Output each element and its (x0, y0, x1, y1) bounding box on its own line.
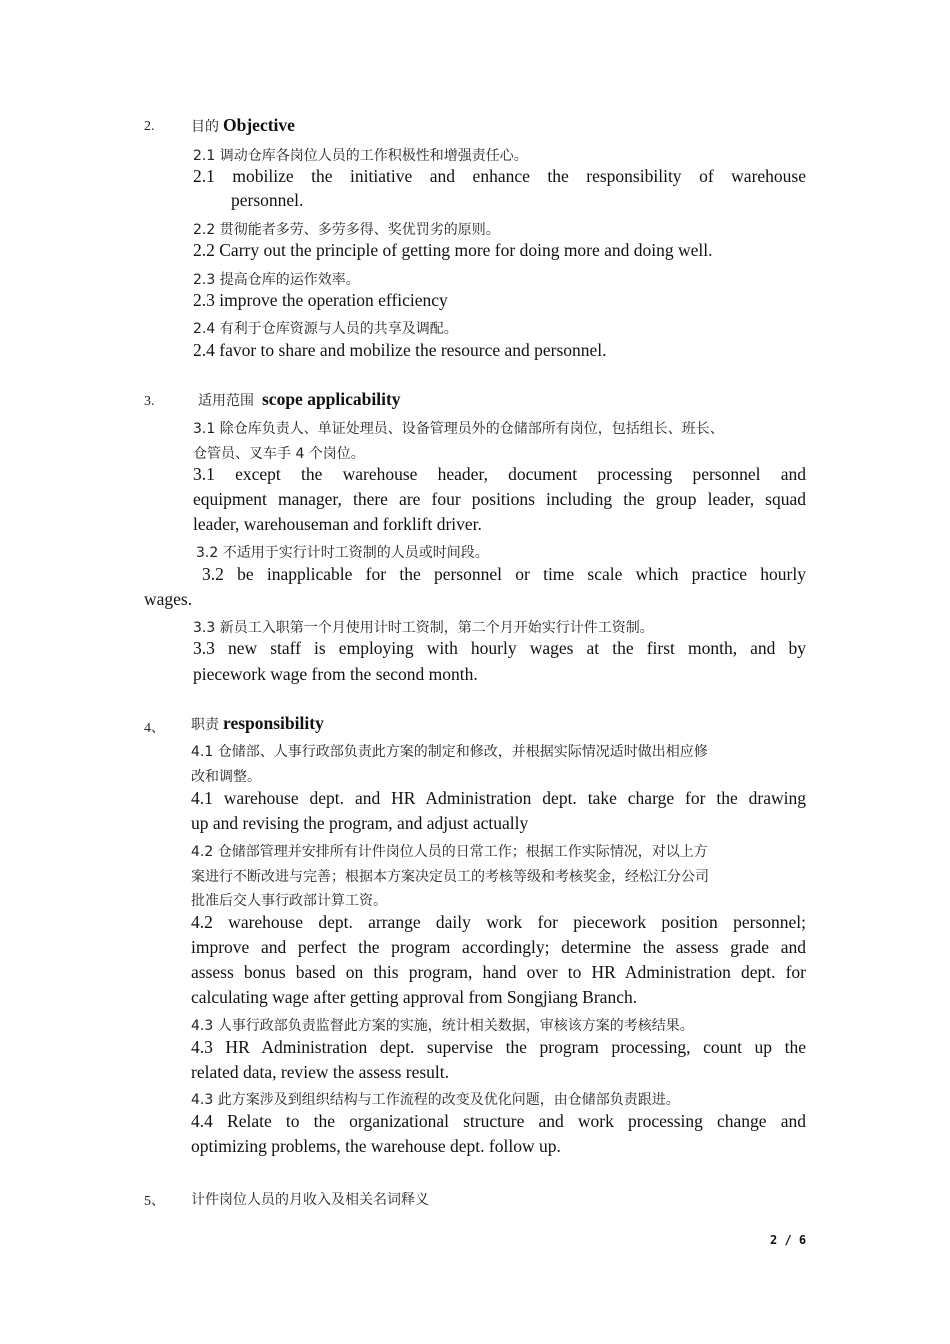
para-2-2-en: 2.2 Carry out the principle of getting more for doing more and doing well. (193, 240, 713, 260)
para-4-4-en-line2: optimizing problems, the warehouse dept. follow up. (191, 1136, 561, 1156)
section-3-cn-title: 适用范围 (198, 393, 254, 409)
section-4-cn-title: 职责 (191, 717, 219, 733)
section-5-number: 5、 (144, 1194, 165, 1209)
para-2-2-cn: 2.2 贯彻能者多劳、多劳多得、奖优罚劣的原则。 (193, 222, 500, 238)
para-3-1-cn-line2: 仓管员、叉车手 4 个岗位。 (193, 446, 365, 462)
section-2-en-title: Objective (223, 115, 295, 135)
section-2-number: 2. (144, 119, 155, 134)
para-4-3-cn: 4.3 人事行政部负责监督此方案的实施，统计相关数据，审核该方案的考核结果。 (191, 1018, 694, 1034)
para-4-1-en-line1: 4.1 warehouse dept. and HR Administration dept. take charge for the drawing (191, 788, 806, 808)
para-3-3-en-line1: 3.3 new staff is employing with hourly wages at the first month, and by (193, 638, 806, 658)
page-number: 2 / 6 (770, 1233, 807, 1247)
para-4-2-en-line4: calculating wage after getting approval from Songjiang Branch. (191, 987, 638, 1007)
para-4-4-cn: 4.3 此方案涉及到组织结构与工作流程的改变及优化问题，由仓储部负责跟进。 (191, 1092, 680, 1108)
section-3-heading (198, 389, 401, 410)
para-2-1-en-line1: 2.1 mobilize the initiative and enhance the responsibility of warehouse (193, 166, 806, 186)
para-3-1-cn-line1: 3.1 除仓库负责人、单证处理员、设备管理员外的仓储部所有岗位，包括组长、班长、 (193, 421, 724, 437)
para-2-3-en: 2.3 improve the operation efficiency (193, 290, 448, 310)
section-4-heading (191, 713, 324, 734)
para-3-2-cn: 3.2 不适用于实行计时工资制的人员或时间段。 (196, 545, 489, 561)
para-3-2-en-line2: wages. (144, 589, 193, 609)
para-4-2-en-line1: 4.2 warehouse dept. arrange daily work for piecework position personnel; (191, 912, 806, 932)
para-3-1-en-line3: leader, warehouseman and forklift driver. (193, 514, 482, 534)
para-4-2-cn-line2: 案进行不断改进与完善；根据本方案决定员工的考核等级和考核奖金，经松江分公司 (191, 869, 709, 885)
para-4-1-en-line2: up and revising the program, and adjust actually (191, 813, 529, 833)
para-3-2-en-line1: 3.2 be inapplicable for the personnel or time scale which practice hourly (202, 564, 806, 584)
section-5-cn-title: 计件岗位人员的月收入及相关名词释义 (191, 1192, 429, 1208)
para-4-1-cn-line2: 改和调整。 (191, 769, 261, 785)
para-2-1-cn: 2.1 调动仓库各岗位人员的工作积极性和增强责任心。 (193, 148, 528, 164)
para-4-4-en-line1: 4.4 Relate to the organizational structure and work processing change and (191, 1111, 806, 1131)
para-4-3-en-line1: 4.3 HR Administration dept. supervise the program processing, count up the (191, 1037, 806, 1057)
para-4-1-cn-line1: 4.1 仓储部、人事行政部负责此方案的制定和修改，并根据实际情况适时做出相应修 (191, 744, 708, 760)
para-2-4-cn: 2.4 有利于仓库资源与人员的共享及调配。 (193, 321, 458, 337)
para-2-1-en-line2: personnel. (231, 190, 304, 210)
section-2-heading (191, 115, 295, 136)
section-4-en-title: responsibility (223, 713, 324, 733)
para-4-2-cn-line1: 4.2 仓储部管理并安排所有计件岗位人员的日常工作；根据工作实际情况，对以上方 (191, 844, 708, 860)
para-3-3-cn: 3.3 新员工入职第一个月使用计时工资制，第二个月开始实行计件工资制。 (193, 620, 654, 636)
para-3-1-en-line1: 3.1 except the warehouse header, document processing personnel and (193, 464, 806, 484)
para-2-4-en: 2.4 favor to share and mobilize the resource and personnel. (193, 340, 607, 360)
section-4-number: 4、 (144, 721, 165, 736)
section-2-cn-title: 目的 (191, 119, 219, 135)
para-3-1-en-line2: equipment manager, there are four positions including the group leader, squad (193, 489, 806, 509)
section-3-number: 3. (144, 394, 155, 409)
section-3-en-title: scope applicability (262, 389, 401, 409)
para-4-2-en-line2: improve and perfect the program accordingly; determine the assess grade and (191, 937, 806, 957)
para-4-2-en-line3: assess bonus based on this program, hand over to HR Administration dept. for (191, 962, 806, 982)
para-2-3-cn: 2.3 提高仓库的运作效率。 (193, 272, 360, 288)
para-4-2-cn-line3: 批准后交人事行政部计算工资。 (191, 893, 387, 909)
para-3-3-en-line2: piecework wage from the second month. (193, 664, 478, 684)
para-4-3-en-line2: related data, review the assess result. (191, 1062, 450, 1082)
